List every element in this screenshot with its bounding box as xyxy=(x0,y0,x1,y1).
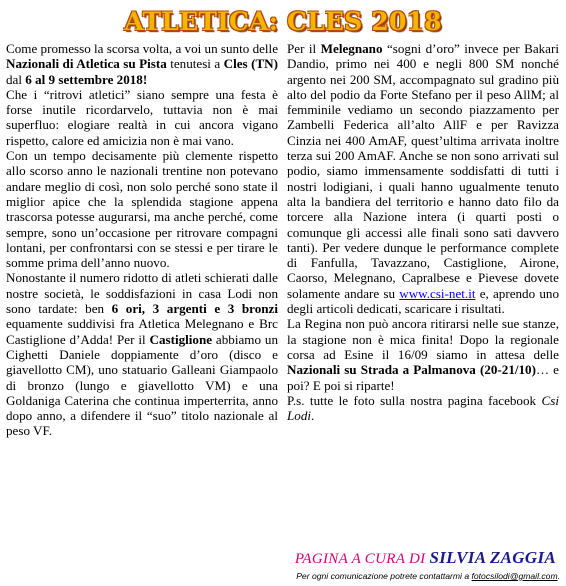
author-name: SILVIA ZAGGIA xyxy=(429,548,556,567)
paragraph-ritrovi: Che i “ritrovi atletici” siano sempre una festa è forse inutile ricordarvelo, tuttavia non è mai superfluo: elogiare realtà in cui ancora vigano rispetto, calore ed amicizia non è mai vano. xyxy=(6,86,278,148)
curated-by: PAGINA A CURA DI SILVIA ZAGGIA xyxy=(294,548,556,567)
right-column xyxy=(287,41,559,423)
paragraph-intro: Come promesso la scorsa volta, a voi un sunto delle Nazionali di Atletica su Pista tenutesi a Cles (TN) dal 6 al 9 settembre 2018! xyxy=(6,41,279,87)
paragraph-tempo: Con un tempo decisamente più clemente rispetto allo scorso anno le nazionali trentine non potevano andare meglio di così, non solo perché sono state il miglior apice che la splendida stagione appena trascorsa potesse augurarsi, ma anche perché, come sempre, sono un’occasione per ritrovare compagni lontani, per confrontarsi con se stessi e per tirare le somme prima dell’anno nuovo. xyxy=(6,148,278,271)
paragraph-ps: P.s. tutte le foto sulla nostra pagina facebook Csi Lodi. xyxy=(287,392,559,424)
left-column xyxy=(6,41,278,439)
contact-line: Per ogni comunicazione potrete contattarmi a fotocsilodi@gmail.com. xyxy=(296,571,560,581)
article-title: ATLETICA: CLES 2018 xyxy=(124,7,442,36)
paragraph-risultati: Nonostante il numero ridotto di atleti schierati dalle nostre società, le soddisfazioni in casa Lodi non sono tardate: ben 6 ori, 3 argenti e 3 bronzi equamente suddivisi fra Atletica Melegnano e Brc Castiglione d’Adda! Per il Castiglione abbiamo un Cighetti Daniele doppiamente d’oro (disco e giavellotto CM), uno statuario Galleani Giampaolo di bronzo (lungo e giavellotto VM) e una Goldaniga Caterina che continua imperterrita, anno dopo anno, a difendere il “suo” titolo nazionale al peso VF. xyxy=(6,270,279,439)
csi-net-link[interactable]: www.csi-net.it xyxy=(399,285,476,301)
contact-email[interactable]: fotocsilodi@gmail.com xyxy=(471,571,558,581)
paragraph-regina: La Regina non può ancora ritirarsi nelle sue stanze, la stagione non è mica finita! Dopo la regionale corsa ad Esine il 16/09 siamo in attesa delle Nazionali su Strada a Palmanova (20-21/10)… e poi? E poi si riparte! xyxy=(287,316,559,393)
paragraph-melegnano: Per il Melegnano “sogni d’oro” invece per Bakari Dandio, primo nei 400 e negli 800 SM nonché argento nei 200 SM, accompagnato sul gradino più alto del podio da Forte Stefano per il peso AllM; al femminile vediamo un secondo piazzamento per Zambelli Federica all’alto AllF e per Ravizza Cinzia nei 400 AmAF, quest’ultima arrivata inoltre terza sui 200 AmAF. Anche se non sono arrivati sul podio, siamo immensamente soddisfatti di tutti i nostri lodigiani, i quali hanno ugualmente tenuto alta la bandiera del territorio e hanno dato filo da torcere alla Nazione intera (i quarti posti o comunque gli accessi alle finali sono sati davvero tanti). Per vedere dunque le performance complete di Fanfulla, Tavazzano, Castiglione, Airone, Caorso, Melegnano, Capralbese e Pievese dovete solamente andare su www.csi-net.it e, aprendo uno degli articoli dedicati, scaricare i risultati. xyxy=(287,41,559,317)
